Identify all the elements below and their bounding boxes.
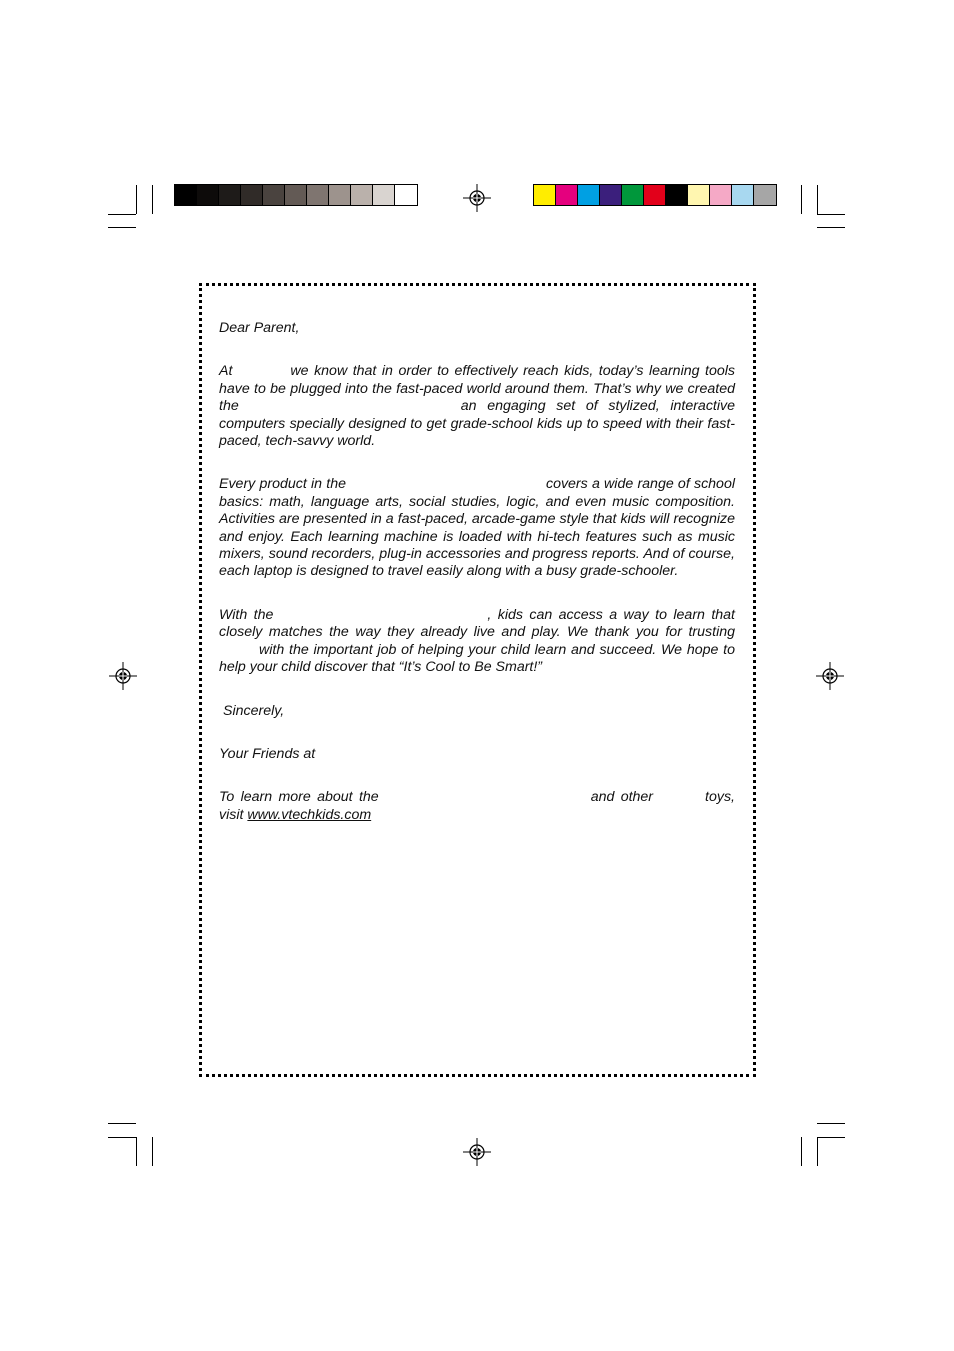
color-swatch xyxy=(285,185,307,205)
paragraph-thanks xyxy=(219,607,735,677)
paragraph-intro xyxy=(219,363,735,450)
color-swatch xyxy=(307,185,329,205)
crop-mark xyxy=(108,227,136,228)
color-swatch xyxy=(622,185,644,205)
crop-mark xyxy=(801,1137,802,1166)
registration-mark-icon xyxy=(109,662,137,690)
color-swatch xyxy=(373,185,395,205)
crop-mark xyxy=(136,1137,137,1166)
crop-mark xyxy=(817,1123,845,1124)
color-swatch xyxy=(710,185,732,205)
registration-mark-icon xyxy=(816,662,844,690)
color-swatch xyxy=(556,185,578,205)
salutation: Dear Parent, xyxy=(219,320,300,336)
registration-mark-icon xyxy=(463,184,491,212)
color-swatch xyxy=(688,185,710,205)
color-swatch xyxy=(732,185,754,205)
footer-part-a: To learn more about the xyxy=(219,789,379,806)
crop-mark xyxy=(817,1137,845,1138)
registration-mark-icon xyxy=(463,1138,491,1166)
crop-mark xyxy=(152,185,153,214)
p2-part-b: covers a wide range of school basics: math, language arts, social studies, logic, and even music composition. Activities are presented in a fast-paced, arcade-game style that kids will recognize and enjoy. Each learning machine is loaded with hi-tech features such as music mixers, sound recorders, plug-in accessories and progress reports. And of course, each laptop is designed to travel easily along with a busy grade-schooler. xyxy=(219,476,735,580)
crop-mark xyxy=(152,1137,153,1166)
color-swatch xyxy=(263,185,285,205)
p3-part-b: , kids can access a way to learn that closely matches the way they already live and play. We thank you for trusting xyxy=(219,606,735,641)
crop-mark xyxy=(108,214,136,215)
color-swatch xyxy=(351,185,373,205)
color-swatch xyxy=(644,185,666,205)
letter-body xyxy=(219,320,735,824)
color-bar xyxy=(533,184,777,206)
color-swatch xyxy=(219,185,241,205)
color-swatch xyxy=(578,185,600,205)
crop-mark xyxy=(108,1123,136,1124)
crop-mark xyxy=(817,185,818,214)
crop-mark xyxy=(108,1137,136,1138)
color-swatch xyxy=(395,185,417,205)
p3-part-a: With the xyxy=(219,606,274,623)
paragraph-products xyxy=(219,476,735,580)
crop-mark xyxy=(817,227,845,228)
p3-part-c: with the important job of helping your child learn and succeed. We hope to help your child discover that “It’s Cool to Be Smart!” xyxy=(219,641,735,676)
grayscale-bar xyxy=(174,184,418,206)
footer-part-c: toys, visit xyxy=(219,789,735,823)
crop-mark xyxy=(817,1137,818,1166)
color-swatch xyxy=(600,185,622,205)
color-swatch xyxy=(197,185,219,205)
website-link[interactable]: www.vtechkids.com xyxy=(247,806,372,823)
p1-part-b: we know that in order to effectively reach kids, today’s learning tools have to be plugged into the fast-paced world around them. That’s why we created the xyxy=(219,363,735,415)
color-swatch xyxy=(175,185,197,205)
color-swatch xyxy=(754,185,776,205)
color-swatch xyxy=(241,185,263,205)
footer-part-b: and other xyxy=(590,789,654,806)
footer-note xyxy=(219,789,735,824)
p1-part-c: an engaging set of stylized, interactive computers specially designed to get grade-school kids up to speed with their fast-paced, tech-savvy world. xyxy=(219,398,735,450)
signature: Your Friends at xyxy=(219,745,316,762)
crop-mark xyxy=(817,214,845,215)
color-swatch xyxy=(534,185,556,205)
crop-mark xyxy=(136,185,137,214)
crop-mark xyxy=(801,185,802,214)
p2-part-a: Every product in the xyxy=(219,476,346,493)
p1-part-a: At xyxy=(219,363,233,380)
color-swatch xyxy=(666,185,688,205)
closing: Sincerely, xyxy=(223,702,285,719)
color-swatch xyxy=(329,185,351,205)
